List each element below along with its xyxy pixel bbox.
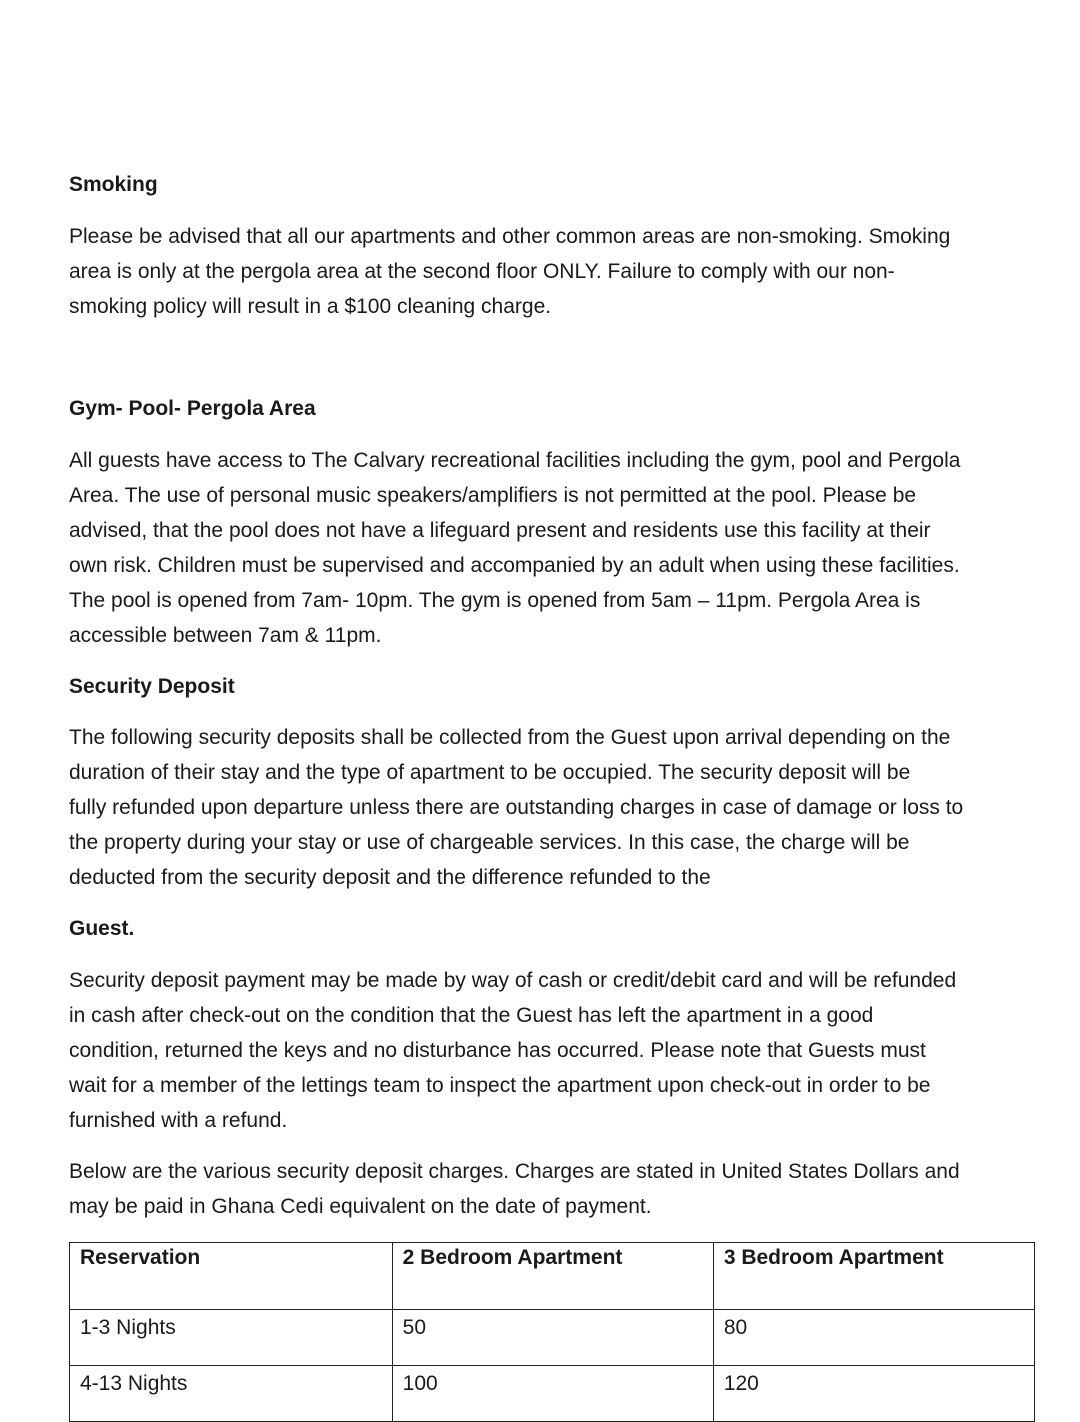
table-cell: 120 xyxy=(713,1366,1034,1422)
charges-line: Below are the various security deposit charges. Charges are stated in United States Dollars and xyxy=(69,1160,960,1183)
gym-line: Area. The use of personal music speakers/amplifiers is not permitted at the pool. Please be xyxy=(69,484,917,507)
table-row xyxy=(70,1310,1035,1366)
column-header-3-bedroom: 3 Bedroom Apartment xyxy=(713,1243,1034,1310)
security-line: the property during your stay or use of chargeable services. In this case, the charge will be xyxy=(69,831,910,854)
smoking-paragraph xyxy=(69,219,1037,324)
security-line: duration of their stay and the type of apartment to be occupied. The security deposit will be xyxy=(69,761,911,784)
smoking-heading: Smoking xyxy=(69,173,158,196)
table-row xyxy=(70,1366,1035,1422)
security-line: fully refunded upon departure unless there are outstanding charges in case of damage or loss to xyxy=(69,796,964,819)
guest-line: Security deposit payment may be made by way of cash or credit/debit card and will be refunded xyxy=(69,969,957,992)
guest-line: furnished with a refund. xyxy=(69,1109,288,1132)
security-line: deducted from the security deposit and the difference refunded to the xyxy=(69,866,711,889)
guest-line: wait for a member of the lettings team to inspect the apartment upon check-out in order to be xyxy=(69,1074,931,1097)
smoking-line: area is only at the pergola area at the second floor ONLY. Failure to comply with our non- xyxy=(69,260,895,283)
guest-paragraph xyxy=(69,963,1037,1138)
gym-paragraph xyxy=(69,443,1037,653)
guest-line: condition, returned the keys and no disturbance has occurred. Please note that Guests must xyxy=(69,1039,926,1062)
table-cell: 4-13 Nights xyxy=(70,1366,393,1422)
security-heading: Security Deposit xyxy=(69,675,235,698)
table-header-row xyxy=(70,1243,1035,1310)
gym-line: All guests have access to The Calvary recreational facilities including the gym, pool and Pergola xyxy=(69,449,961,472)
table-cell: 100 xyxy=(392,1366,713,1422)
charges-line: may be paid in Ghana Cedi equivalent on the date of payment. xyxy=(69,1195,652,1218)
security-paragraph xyxy=(69,720,1037,895)
gym-line: The pool is opened from 7am- 10pm. The gym is opened from 5am – 11pm. Pergola Area is xyxy=(69,589,921,612)
guest-heading: Guest. xyxy=(69,917,135,940)
column-header-reservation: Reservation xyxy=(70,1243,393,1310)
gym-line: own risk. Children must be supervised and accompanied by an adult when using these facilities. xyxy=(69,554,960,577)
table-cell: 50 xyxy=(392,1310,713,1366)
gym-line: accessible between 7am & 11pm. xyxy=(69,624,382,647)
smoking-line: Please be advised that all our apartments and other common areas are non-smoking. Smoking xyxy=(69,225,951,248)
guest-line: in cash after check-out on the condition that the Guest has left the apartment in a good xyxy=(69,1004,874,1027)
smoking-line: smoking policy will result in a $100 cleaning charge. xyxy=(69,295,552,318)
gym-line: advised, that the pool does not have a lifeguard present and residents use this facility at their xyxy=(69,519,931,542)
column-header-2-bedroom: 2 Bedroom Apartment xyxy=(392,1243,713,1310)
deposit-table xyxy=(69,1242,1035,1422)
table-cell: 80 xyxy=(713,1310,1034,1366)
charges-paragraph xyxy=(69,1154,1037,1224)
table-cell: 1-3 Nights xyxy=(70,1310,393,1366)
gym-heading: Gym- Pool- Pergola Area xyxy=(69,397,316,420)
security-line: The following security deposits shall be collected from the Guest upon arrival depending on the xyxy=(69,726,951,749)
